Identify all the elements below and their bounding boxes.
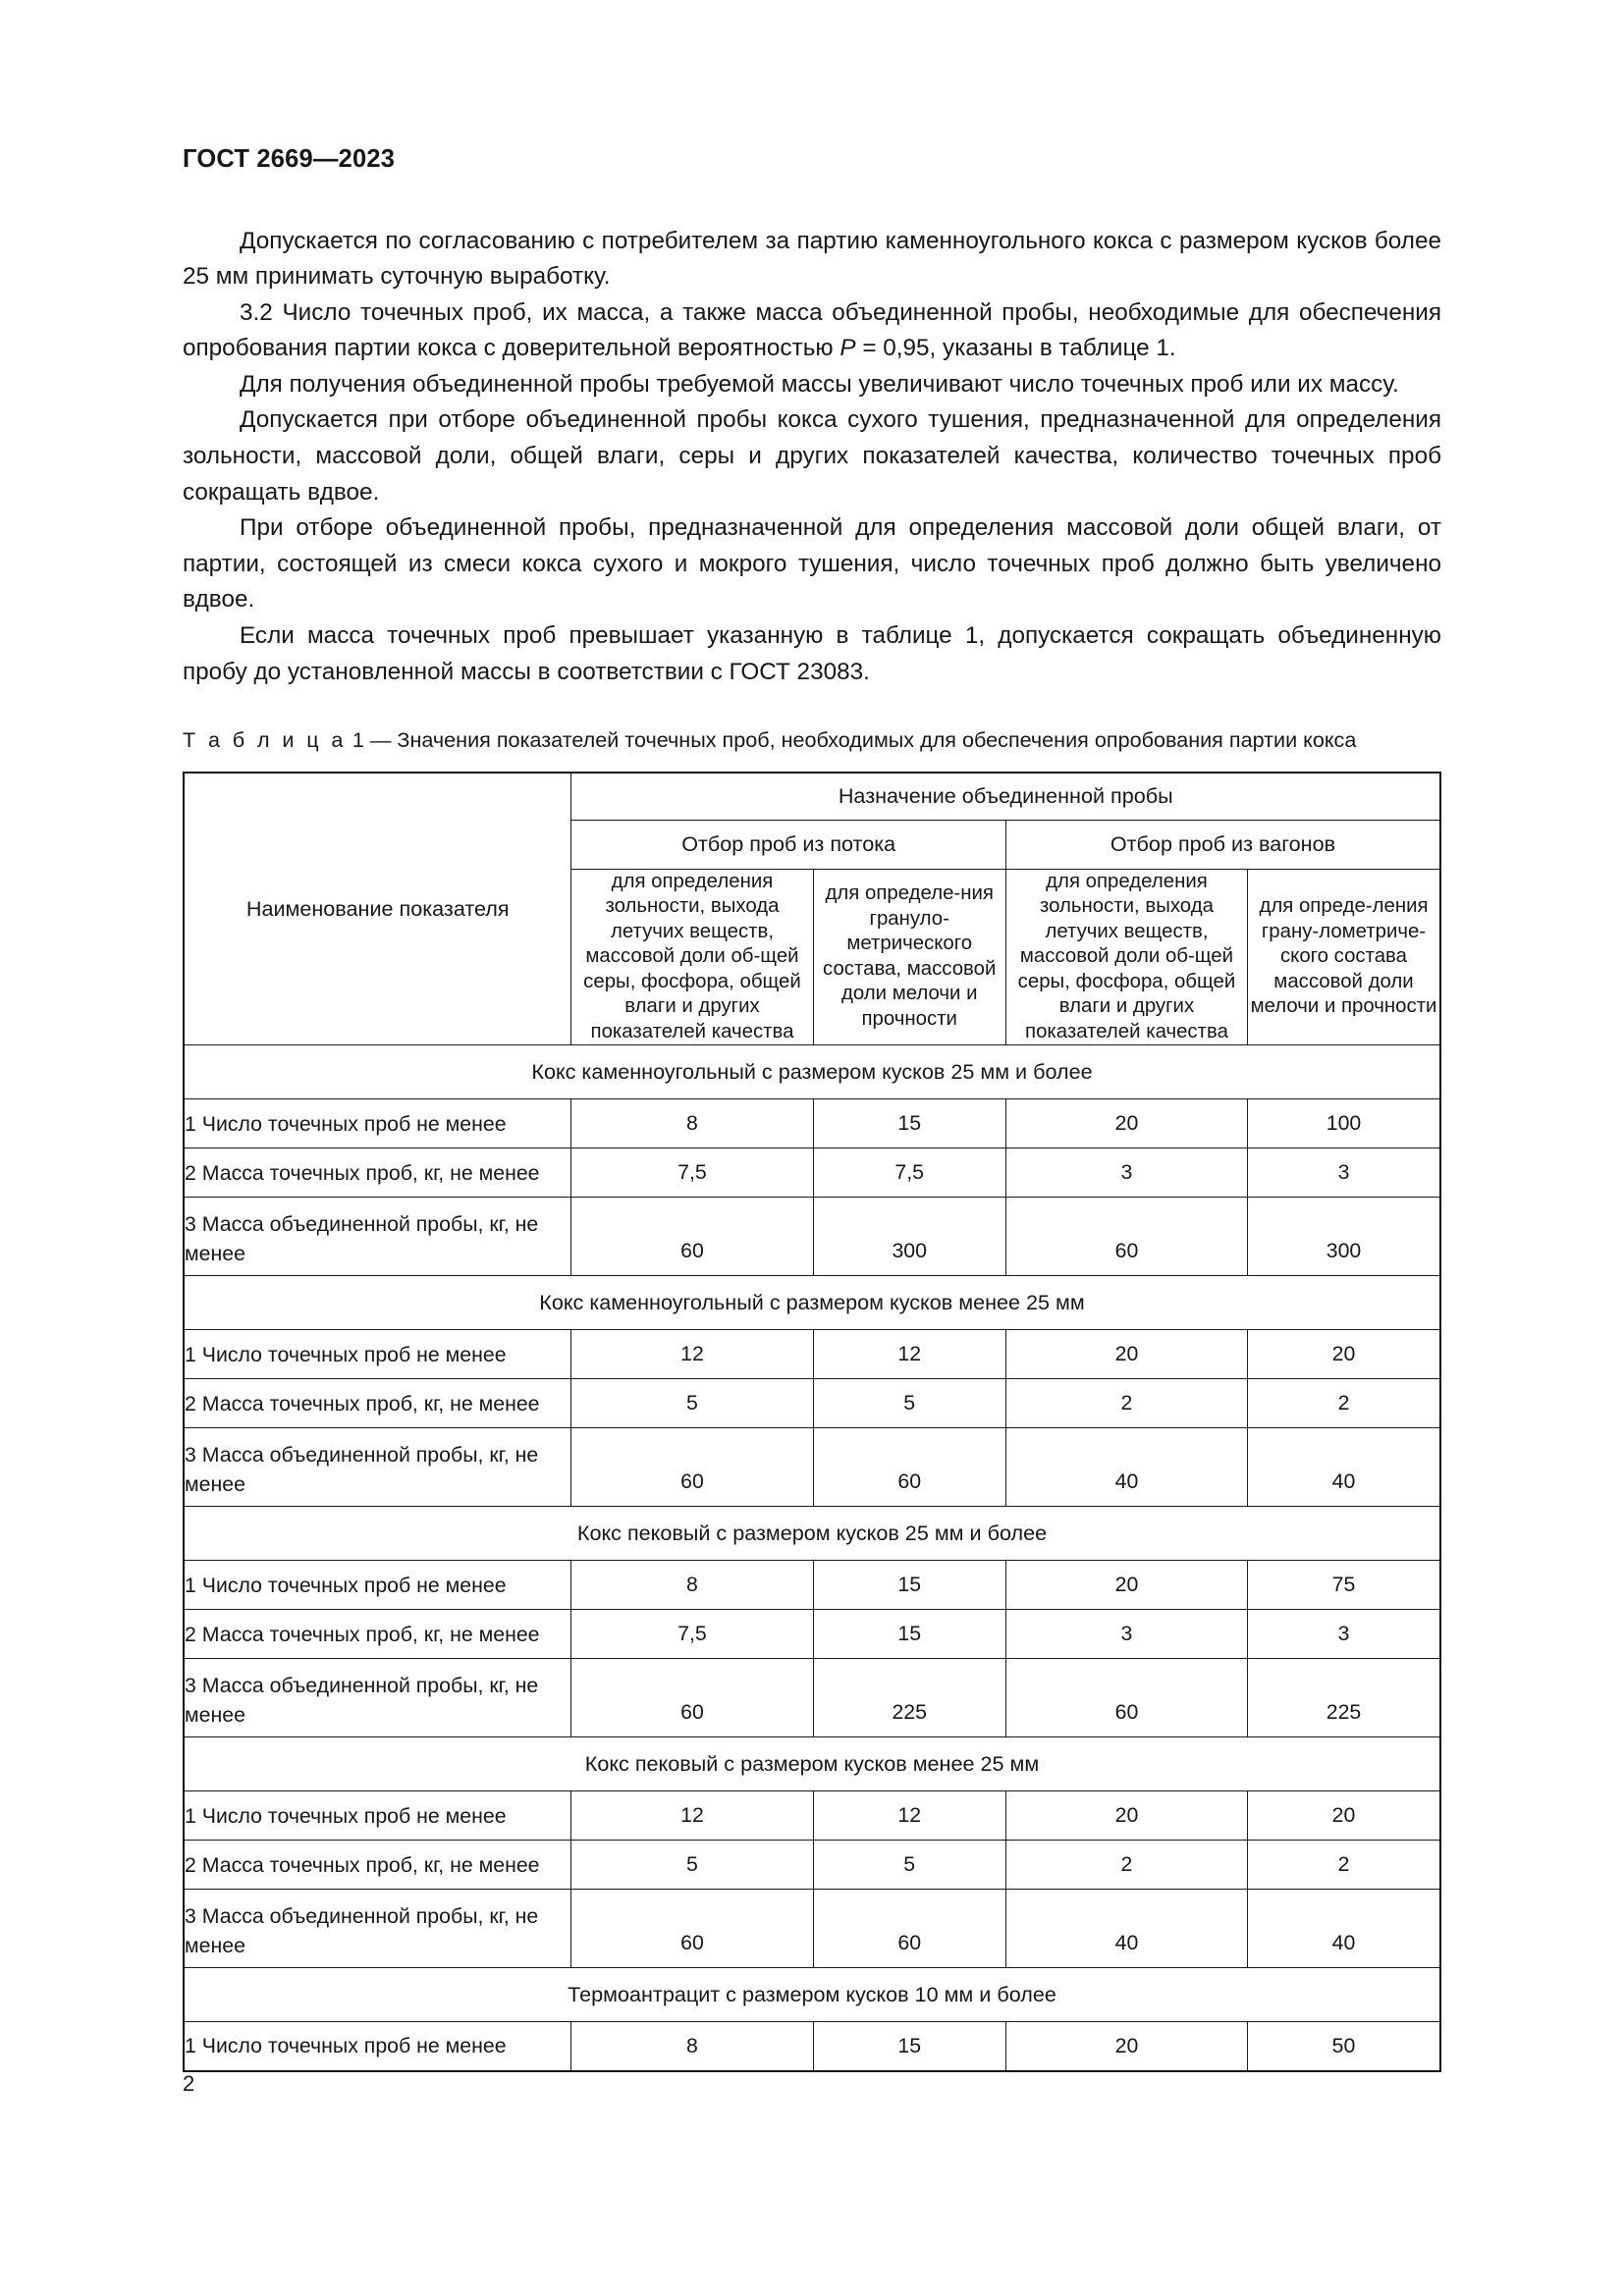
table-cell-value: 5	[571, 1841, 813, 1890]
table-section-title: Кокс пековый с размером кусков 25 мм и более	[184, 1507, 1440, 1561]
table-cell-value: 12	[813, 1330, 1005, 1379]
table-section-header	[184, 1968, 1440, 2022]
table-cell-value: 20	[1005, 1791, 1247, 1841]
table-row-label: 2 Масса точечных проб, кг, не менее	[184, 1610, 571, 1659]
paragraph: Допускается при отборе объединенной пробы кокса сухого тушения, предназначенной для определения зольности, массовой доли, общей влаги, серы и других показателей качества, количество точечных проб сокращать вдвое.	[183, 406, 1441, 506]
table-cell-value: 8	[571, 2022, 813, 2071]
table-cell-value: 60	[813, 1428, 1005, 1507]
table-caption	[183, 725, 1441, 755]
table-section-title: Кокс пековый с размером кусков менее 25 мм	[184, 1737, 1440, 1791]
table-cell-value: 300	[813, 1198, 1005, 1276]
table-row-label: 3 Масса объединенной пробы, кг, не менее	[184, 1659, 571, 1737]
table-cell-value: 2	[1005, 1841, 1247, 1890]
header-col-flow-ash: для определения зольности, выхода летучих веществ, массовой доли об-щей серы, фосфора, общей влаги и других показателей качества	[571, 869, 813, 1045]
table-cell-value: 12	[571, 1330, 813, 1379]
table-cell-value: 60	[571, 1659, 813, 1737]
table-cell-value: 2	[1005, 1379, 1247, 1428]
table-cell-value: 7,5	[571, 1610, 813, 1659]
table-cell-value: 8	[571, 1099, 813, 1148]
paragraph: Допускается по согласованию с потребителем за партию каменноугольного кокса с размером кусков более 25 мм принимать суточную выработку.	[183, 227, 1441, 291]
table-cell-value: 5	[813, 1379, 1005, 1428]
table-section-header	[184, 1276, 1440, 1330]
paragraph: При отборе объединенной пробы, предназначенной для определения массовой доли общей влаги, от партии, состоящей из смеси кокса сухого и мокрого тушения, число точечных проб должно быть увеличено вдвое.	[183, 514, 1441, 614]
table-cell-value: 60	[1005, 1198, 1247, 1276]
table-cell-value: 3	[1248, 1148, 1441, 1198]
table-section-header	[184, 1507, 1440, 1561]
table-cell-value: 2	[1248, 1379, 1441, 1428]
table-row-label: 2 Масса точечных проб, кг, не менее	[184, 1841, 571, 1890]
table-cell-value: 15	[813, 1610, 1005, 1659]
header-purpose-span: Назначение объединенной пробы	[571, 773, 1440, 820]
table-cell-value: 60	[571, 1428, 813, 1507]
table-cell-value: 60	[571, 1890, 813, 1968]
table-cell-value: 60	[1005, 1659, 1247, 1737]
paragraph: Для получения объединенной пробы требуемой массы увеличивают число точечных проб или их массу.	[240, 370, 1399, 398]
table-row	[184, 1841, 1440, 1890]
table-cell-value: 75	[1248, 1561, 1441, 1610]
table-row	[184, 1099, 1440, 1148]
paragraph: Если масса точечных проб превышает указанную в таблице 1, допускается сокращать объединенную пробу до установленной массы в соответствии с ГОСТ 23083.	[183, 622, 1441, 685]
table-cell-value: 5	[571, 1379, 813, 1428]
table-cell-value: 12	[571, 1791, 813, 1841]
standard-designation: ГОСТ 2669—2023	[183, 145, 396, 173]
table-row-label: 2 Масса точечных проб, кг, не менее	[184, 1379, 571, 1428]
table-cell-value: 2	[1248, 1841, 1441, 1890]
table-cell-value: 3	[1248, 1610, 1441, 1659]
table-section-title: Кокс каменноугольный с размером кусков 25 мм и более	[184, 1045, 1440, 1099]
page-number: 2	[183, 2071, 195, 2096]
table-cell-value: 20	[1005, 1330, 1247, 1379]
header-col-flow-granulometry: для определе-ния грануло-метрического состава, массовой доли мелочи и прочности	[813, 869, 1005, 1045]
table-cell-value: 20	[1005, 1561, 1247, 1610]
table-section-title: Термоантрацит с размером кусков 10 мм и более	[184, 1968, 1440, 2022]
table-row	[184, 1561, 1440, 1610]
table-cell-value: 20	[1248, 1330, 1441, 1379]
table-section-title: Кокс каменноугольный с размером кусков менее 25 мм	[184, 1276, 1440, 1330]
table-cell-value: 300	[1248, 1198, 1441, 1276]
table-row-label: 3 Масса объединенной пробы, кг, не менее	[184, 1198, 571, 1276]
paragraph-text: 3.2 Число точечных проб, их масса, а также масса объединенной пробы, необходимые для обеспечения опробования партии кокса с доверительной вероятностью P = 0,95, указаны в таблице 1.	[183, 298, 1441, 362]
table-row	[184, 1330, 1440, 1379]
table-head	[184, 773, 1440, 1045]
table-row-label: 1 Число точечных проб не менее	[184, 1330, 571, 1379]
table-section-header	[184, 1737, 1440, 1791]
table-row	[184, 1379, 1440, 1428]
table-row-label: 2 Масса точечных проб, кг, не менее	[184, 1148, 571, 1198]
table-cell-value: 60	[571, 1198, 813, 1276]
table-cell-value: 7,5	[813, 1148, 1005, 1198]
table-cell-value: 40	[1005, 1890, 1247, 1968]
table-cell-value: 60	[813, 1890, 1005, 1968]
sampling-parameters-table	[183, 772, 1441, 2072]
table-row	[184, 1610, 1440, 1659]
header-name-column: Наименование показателя	[184, 773, 571, 1045]
table-body	[184, 1045, 1440, 2071]
table-cell-value: 40	[1248, 1428, 1441, 1507]
table-row-label: 1 Число точечных проб не менее	[184, 1791, 571, 1841]
table-cell-value: 50	[1248, 2022, 1441, 2071]
table-cell-value: 15	[813, 1561, 1005, 1610]
table-cell-value: 20	[1248, 1791, 1441, 1841]
table-row	[184, 1791, 1440, 1841]
table-cell-value: 225	[1248, 1659, 1441, 1737]
table-cell-value: 15	[813, 2022, 1005, 2071]
table-cell-value: 100	[1248, 1099, 1441, 1148]
header-group-wagons: Отбор проб из вагонов	[1005, 820, 1440, 869]
table-row	[184, 1198, 1440, 1276]
table-cell-value: 5	[813, 1841, 1005, 1890]
table-cell-value: 7,5	[571, 1148, 813, 1198]
table-row-label: 3 Масса объединенной пробы, кг, не менее	[184, 1428, 571, 1507]
table-caption-label: Т а б л и ц а	[183, 727, 347, 753]
table-cell-value: 12	[813, 1791, 1005, 1841]
table-row-label: 1 Число точечных проб не менее	[184, 1561, 571, 1610]
table-row-label: 1 Число точечных проб не менее	[184, 2022, 571, 2071]
table-section-header	[184, 1045, 1440, 1099]
table-cell-value: 15	[813, 1099, 1005, 1148]
table-row	[184, 1428, 1440, 1507]
body-text	[183, 224, 1441, 691]
header-col-wagon-ash: для определения зольности, выхода летучих веществ, массовой доли об-щей серы, фосфора, общей влаги и других показателей качества	[1005, 869, 1247, 1045]
table-cell-value: 20	[1005, 2022, 1247, 2071]
table-row	[184, 1148, 1440, 1198]
header-group-flow: Отбор проб из потока	[571, 820, 1005, 869]
table-cell-value: 40	[1005, 1428, 1247, 1507]
table-cell-value: 3	[1005, 1610, 1247, 1659]
table-row-label: 3 Масса объединенной пробы, кг, не менее	[184, 1890, 571, 1968]
table-cell-value: 20	[1005, 1099, 1247, 1148]
table-cell-value: 225	[813, 1659, 1005, 1737]
table-cell-value: 8	[571, 1561, 813, 1610]
table-cell-value: 3	[1005, 1148, 1247, 1198]
table-row-label: 1 Число точечных проб не менее	[184, 1099, 571, 1148]
table-caption-number: 1	[352, 727, 364, 753]
header-col-wagon-granulometry: для опреде-ления грану-лометриче-ского состава массовой доли мелочи и прочности	[1248, 869, 1441, 1045]
page-content	[183, 147, 1441, 2072]
table-row	[184, 1659, 1440, 1737]
table-header-row-1	[184, 773, 1440, 820]
paragraph-clause-3-2	[183, 295, 1441, 367]
table-row	[184, 2022, 1440, 2071]
table-row	[184, 1890, 1440, 1968]
table-cell-value: 40	[1248, 1890, 1441, 1968]
table-caption-text: — Значения показателей точечных проб, необходимых для обеспечения опробования партии кокса	[369, 727, 1357, 753]
